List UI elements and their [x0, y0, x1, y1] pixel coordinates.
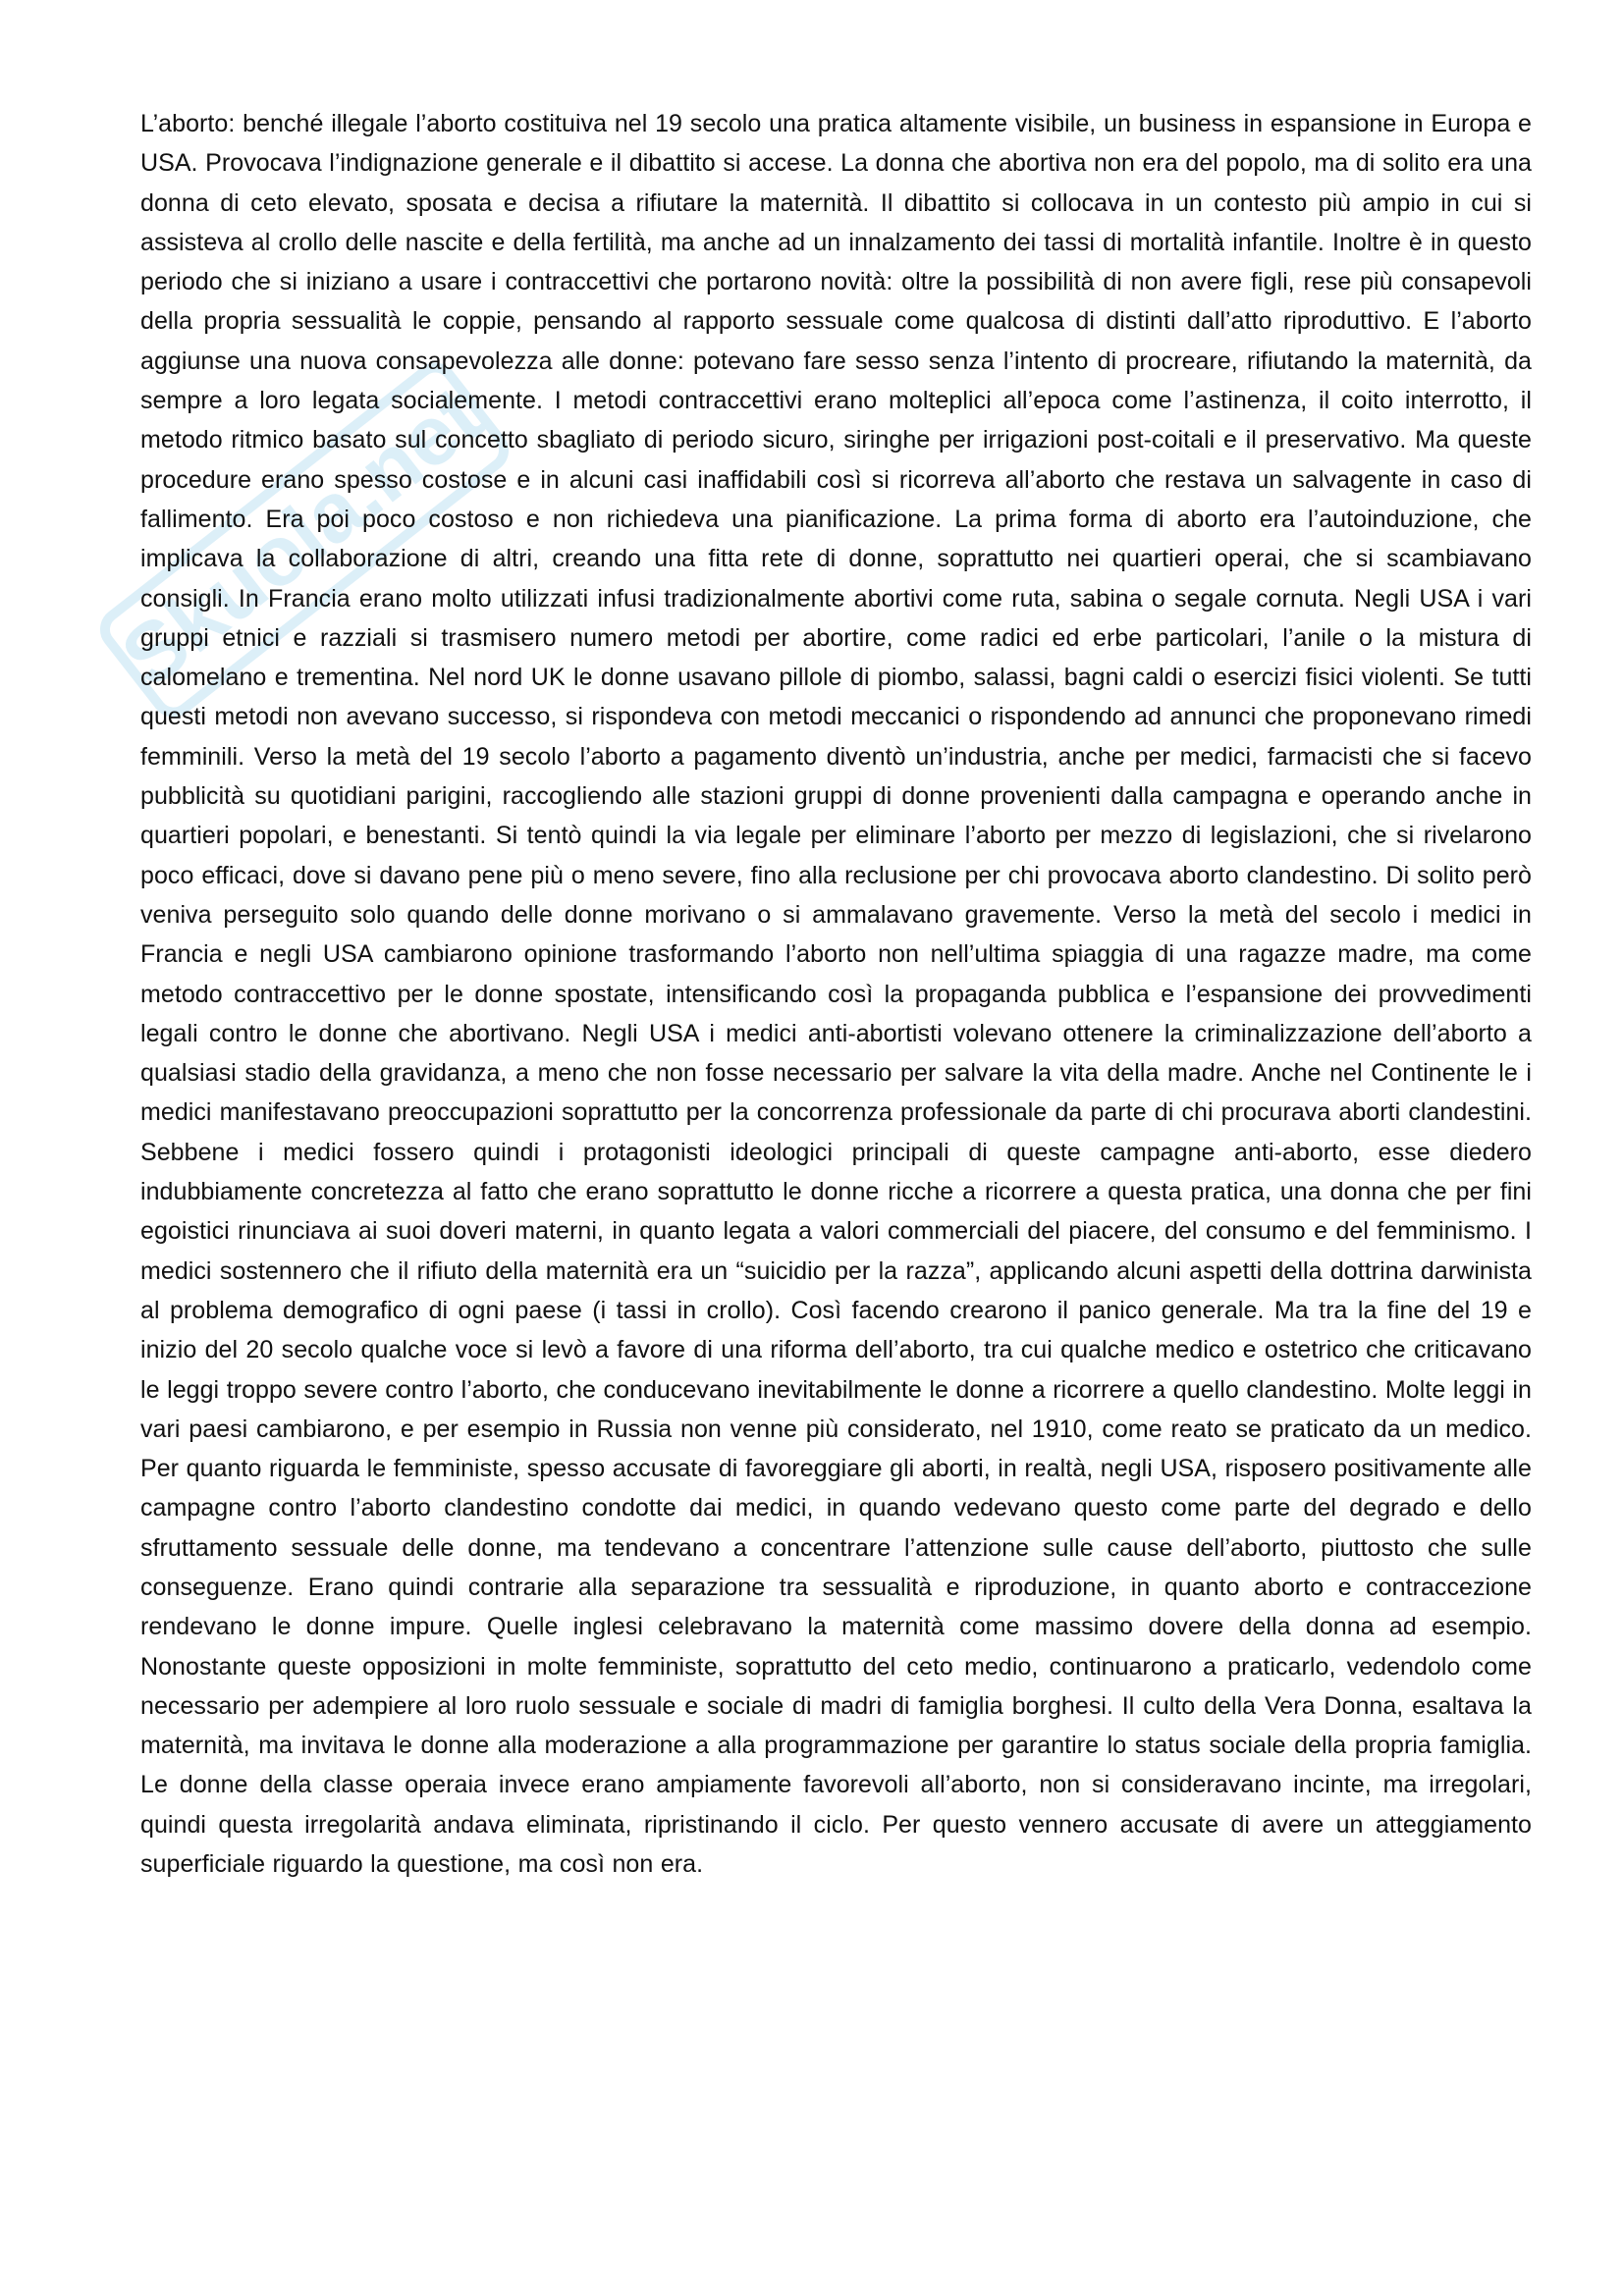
body-paragraph: L’aborto: benché illegale l’aborto costituiva nel 19 secolo una pratica altamente visibile, un business in espansione in Europa e USA. Provocava l’indignazione generale e il dibattito si accese. La donna che abortiva non era del popolo, ma di solito era una donna di ceto elevato, sposata e decisa a rifiutare la maternità. Il dibattito si collocava in un contesto più ampio in cui si assisteva al crollo delle nascite e della fertilità, ma anche ad un innalzamento dei tassi di mortalità infantile. Inoltre è in questo periodo che si iniziano a usare i contraccettivi che portarono novità: oltre la possibilità di non avere figli, rese più consapevoli della propria sessualità le coppie, pensando al rapporto sessuale come qualcosa di distinti dall’atto riproduttivo. E l’aborto aggiunse una nuova consapevolezza alle donne: potevano fare sesso senza l’intento di procreare, rifiutando la maternità, da sempre a loro legata socialemente. I metodi contraccettivi erano molteplici all’epoca come l’astinenza, il coito interrotto, il metodo ritmico basato sul concetto sbagliato di periodo sicuro, siringhe per irrigazioni post-coitali e il preservativo. Ma queste procedure erano spesso costose e in alcuni casi inaffidabili così si ricorreva all’aborto che restava un salvagente in caso di fallimento. Era poi poco costoso e non richiedeva una pianificazione. La prima forma di aborto era l’autoinduzione, che implicava la collaborazione di altri, creando una fitta rete di donne, soprattutto nei quartieri operai, che si scambiavano consigli. In Francia erano molto utilizzati infusi tradizionalmente abortivi come ruta, sabina o segale cornuta. Negli USA i vari gruppi etnici e razziali si trasmisero numero metodi per abortire, come radici ed erbe particolari, l’anile o la mistura di calomelano e trementina. Nel nord UK le donne usavano pillole di piombo, salassi, bagni caldi o esercizi fisici violenti. Se tutti questi metodi non avevano successo, si rispondeva con metodi meccanici o rispondendo ad annunci che proponevano rimedi femminili. Verso la metà del 19 secolo l’aborto a pagamento diventò un’industria, anche per medici, farmacisti che si facevo pubblicità su quotidiani parigini, raccogliendo alle stazioni gruppi di donne provenienti dalla campagna e operando anche in quartieri popolari, e benestanti. Si tentò quindi la via legale per eliminare l’aborto per mezzo di legislazioni, che si rivelarono poco efficaci, dove si davano pene più o meno severe, fino alla reclusione per chi provocava aborto clandestino. Di solito però veniva perseguito solo quando delle donne morivano o si ammalavano gravemente. Verso la metà del secolo i medici in Francia e negli USA cambiarono opinione trasformando l’aborto non nell’ultima spiaggia di una ragazze madre, ma come metodo contraccettivo per le donne spostate, intensificando così la propaganda pubblica e l’espansione dei provvedimenti legali contro le donne che abortivano. Negli USA i medici anti-abortisti volevano ottenere la criminalizzazione dell’aborto a qualsiasi stadio della gravidanza, a meno che non fosse necessario per salvare la vita della madre. Anche nel Continente le i medici manifestavano preoccupazioni soprattutto per la concorrenza professionale da parte di chi procurava aborti clandestini. Sebbene i medici fossero quindi i protagonisti ideologici principali di queste campagne anti-aborto, esse diedero indubbiamente concretezza al fatto che erano soprattutto le donne ricche a ricorrere a questa pratica, una donna che per fini egoistici rinunciava ai suoi doveri materni, in quanto legata a valori commerciali del piacere, del consumo e del femminismo. I medici sostennero che il rifiuto della maternità era un “suicidio per la razza”, applicando alcuni aspetti della dottrina darwinista al problema demografico di ogni paese (i tassi in crollo). Così facendo crearono il panico generale. Ma tra la fine del 19 e inizio del 20 secolo qualche voce si levò a favore di una riforma dell’aborto, tra cui qualche medico e ostetrico che criticavano le leggi troppo severe contro l’aborto, che conducevano inevitabilmente le donne a ricorrere a quello clandestino. Molte leggi in vari paesi cambiarono, e per esempio in Russia non venne più considerato, nel 1910, come reato se praticato da un medico. Per quanto riguarda le femministe, spesso accusate di favoreggiare gli aborti, in realtà, negli USA, risposero positivamente alle campagne contro l’aborto clandestino condotte dai medici, in quando vedevano questo come parte del degrado e dello sfruttamento sessuale delle donne, ma tendevano a concentrare l’attenzione sulle cause dell’aborto, piuttosto che sulle conseguenze. Erano quindi contrarie alla separazione tra sessualità e riproduzione, in quanto aborto e contraccezione rendevano le donne impure. Quelle inglesi celebravano la maternità come massimo dovere della donna ad esempio. Nonostante queste opposizioni in molte femministe, soprattutto del ceto medio, continuarono a praticarlo, vedendolo come necessario per adempiere al loro ruolo sessuale e sociale di madri di famiglia borghesi. Il culto della Vera Donna, esaltava la maternità, ma invitava le donne alla moderazione a alla programmazione per garantire lo status sociale della propria famiglia. Le donne della classe operaia invece erano ampiamente favorevoli all’aborto, non si consideravano incinte, ma irregolari, quindi questa irregolarità andava eliminata, ripristinando il ciclo. Per questo vennero accusate di avere un atteggiamento superficiale riguardo la questione, ma così non era. — [140, 110, 1532, 1879]
watermark-text: Skuola.net — [104, 368, 500, 706]
